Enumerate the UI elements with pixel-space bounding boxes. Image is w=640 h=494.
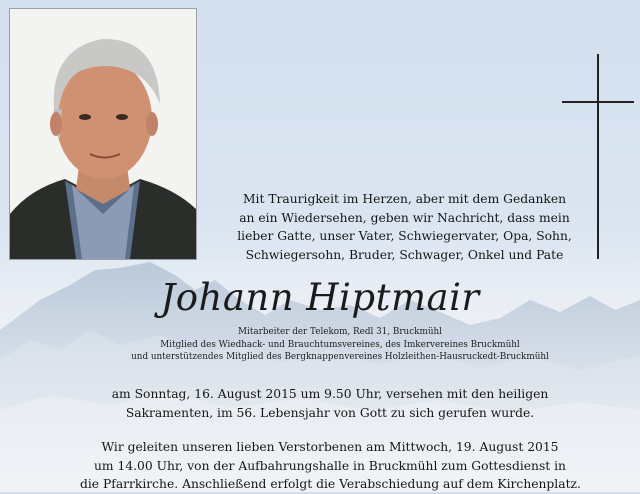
intro-line: lieber Gatte, unser Vater, Schwiegervater, Opa, Sohn, [237,229,572,244]
death-notice [80,385,580,422]
intro-line: Mit Traurigkeit im Herzen, aber mit dem Gedanken [242,192,567,206]
intro-line: an ein Wiedersehen, geben wir Nachricht, dass mein [239,210,570,225]
affiliation-line: Mitarbeiter der Telekom, Redl 31, Bruckmühl [238,327,442,337]
funeral-info [80,438,580,494]
portrait-photo [9,8,197,260]
affiliation-text [90,326,590,364]
affiliation-line: Mitglied des Wiedhack- und Brauchtumsvereines, des Imkervereines Bruckmühl [160,339,520,350]
death-line: am Sonntag, 16. August 2015 um 9.50 Uhr, versehen mit den heiligen [111,387,549,401]
funeral-line: Wir geleiten unseren lieben Verstorbenen am Mittwoch, 19. August 2015 [101,440,559,454]
intro-text [232,190,577,264]
funeral-line: um 14.00 Uhr, von der Aufbahrungshalle in Bruckmühl zum Gottesdienst in [94,458,566,473]
death-line: Sakramenten, im 56. Lebensjahr von Gott zu sich gerufen wurde. [125,405,535,420]
affiliation-line: und unterstützendes Mitglied des Bergknappenvereines Holzleithen-Hausruckedt-Bruckmühl [131,352,549,363]
funeral-line: die Pfarrkirche. Anschließend erfolgt die Verabschiedung auf dem Kirchenplatz. [80,477,581,492]
intro-line: Schwiegersohn, Bruder, Schwager, Onkel und Pate [245,247,564,262]
deceased-name: Johann Hiptmair [160,276,480,319]
